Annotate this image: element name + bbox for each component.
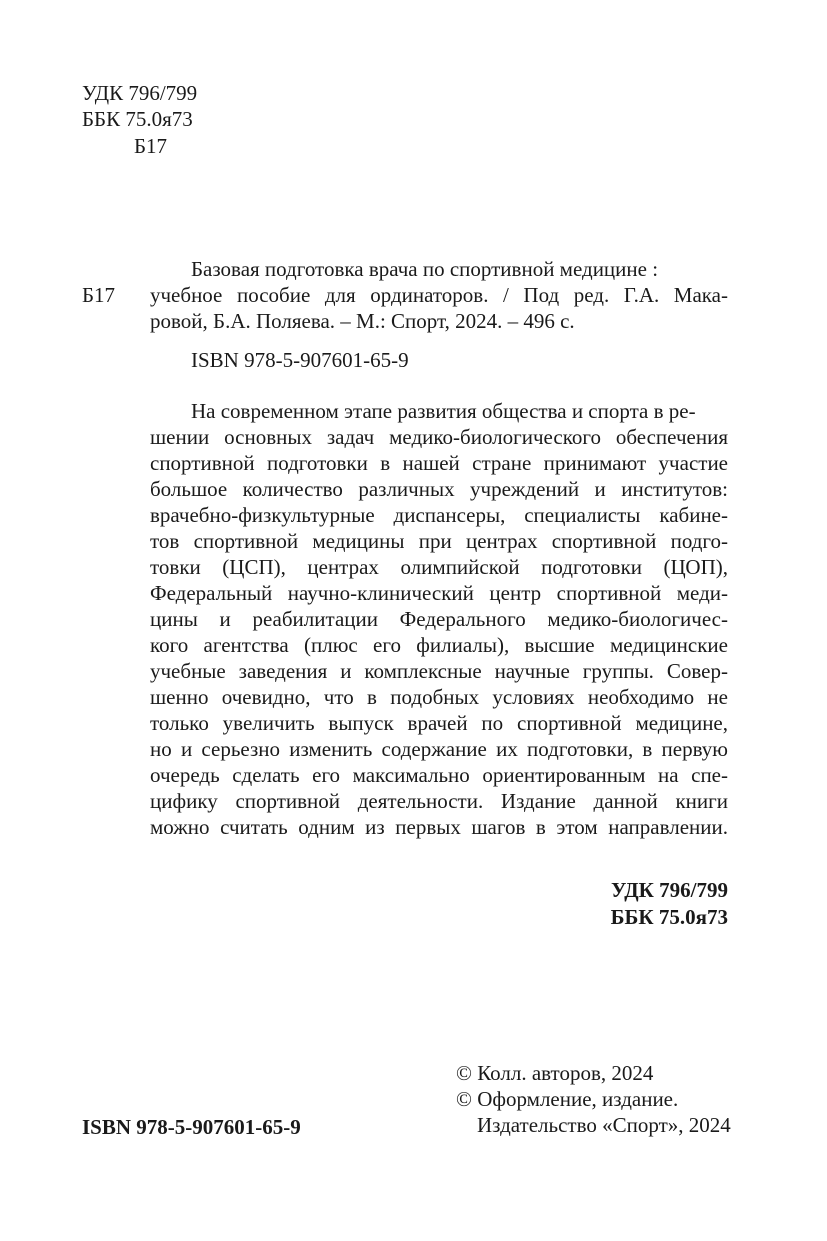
annotation-line: кого агентства (плюс его филиалы), высшие медицинские	[150, 633, 728, 657]
footer-isbn: ISBN 978-5-907601-65-9	[82, 1115, 301, 1139]
annotation-line: Федеральный научно-клинический центр спортивной меди-	[150, 581, 728, 605]
header-author-code: Б17	[134, 134, 168, 158]
annotation-line: но и серьезно изменить содержание их подготовки, в первую	[150, 737, 728, 761]
annotation-line: цины и реабилитации Федерального медико-биологичес-	[150, 607, 728, 631]
annotation-line: шении основных задач медико-биологического обеспечения	[150, 425, 728, 449]
classification-udk: УДК 796/799	[610, 878, 728, 902]
annotation-line: На современном этапе развития общества и спорта в ре-	[191, 399, 696, 423]
annotation-line: врачебно-физкультурные диспансеры, специалисты кабине-	[150, 503, 728, 527]
annotation-line: шенно очевидно, что в подобных условиях необходимо не	[150, 685, 728, 709]
annotation-line: товки (ЦСП), центрах олимпийской подготовки (ЦОП),	[150, 555, 728, 579]
header-bbk: ББК 75.0я73	[82, 107, 193, 131]
copyright-design: © Оформление, издание.	[456, 1087, 679, 1111]
annotation-line: можно считать одним из первых шагов в этом направлении.	[150, 815, 728, 839]
annotation-line: тов спортивной медицины при центрах спортивной подго-	[150, 529, 728, 553]
annotation-line: цифику спортивной деятельности. Издание данной книги	[150, 789, 728, 813]
catalog-title-line-1: Базовая подготовка врача по спортивной медицине :	[191, 257, 659, 281]
annotation-line: большое количество различных учреждений и институтов:	[150, 477, 728, 501]
classification-bbk: ББК 75.0я73	[610, 905, 728, 929]
header-udk: УДК 796/799	[82, 81, 198, 105]
annotation-line: учебные заведения и комплексные научные группы. Совер-	[150, 659, 728, 683]
annotation-line: только увеличить выпуск врачей по спортивной медицине,	[150, 711, 728, 735]
annotation-line: очередь сделать его максимально ориентированным на спе-	[150, 763, 728, 787]
catalog-title-line-3: ровой, Б.А. Поляева. – М.: Спорт, 2024. – 496 с.	[150, 309, 575, 333]
catalog-side-code: Б17	[82, 283, 116, 307]
catalog-isbn: ISBN 978-5-907601-65-9	[191, 348, 409, 372]
annotation-line: спортивной подготовки в нашей стране принимают участие	[150, 451, 728, 475]
copyright-publisher: Издательство «Спорт», 2024	[477, 1113, 731, 1137]
copyright-authors: © Колл. авторов, 2024	[456, 1061, 654, 1085]
catalog-title-line-2: учебное пособие для ординаторов. / Под ред. Г.А. Мака-	[150, 283, 728, 307]
